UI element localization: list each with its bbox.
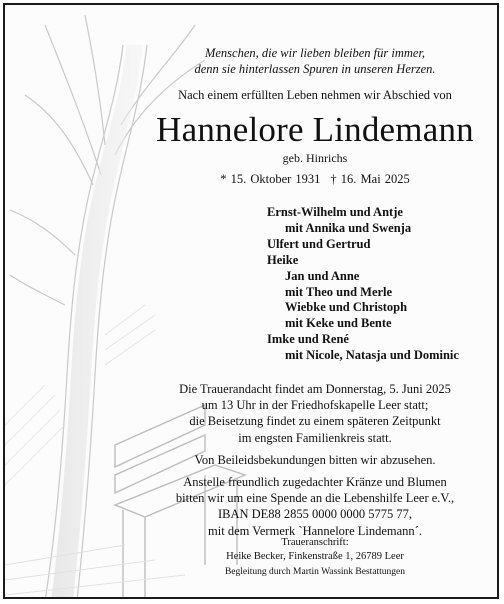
family-member: mit Theo und Merle bbox=[285, 284, 393, 299]
obituary-card bbox=[3, 3, 499, 599]
family-member: Heike bbox=[267, 252, 299, 267]
family-list bbox=[267, 205, 459, 364]
family-member: Wiebke und Christoph bbox=[285, 300, 408, 315]
quote-line: Menschen, die wir lieben bleiben für immer, bbox=[204, 46, 426, 60]
family-member: Ulfert und Gertrud bbox=[267, 236, 371, 251]
address-label: Traueranschrift: bbox=[281, 537, 349, 548]
obituary-text bbox=[5, 5, 499, 599]
donation-line: IBAN DE88 2855 0000 0000 5775 77, bbox=[217, 507, 413, 522]
deceased-name: Hannelore Lindemann bbox=[156, 110, 474, 149]
quote bbox=[125, 45, 499, 77]
donation-line: mit dem Vermerk `Hannelore Lindemann´. bbox=[208, 523, 422, 538]
donation-line: Anstelle freundlich zugedachter Kränze und Blumen bbox=[183, 475, 447, 490]
family-member: mit Nicole, Natasja und Dominic bbox=[285, 348, 459, 363]
family-member: Ernst-Wilhelm und Antje bbox=[267, 205, 403, 219]
life-dates bbox=[125, 172, 499, 187]
service-line: um 13 Uhr in der Friedhofskapelle Leer statt; bbox=[201, 398, 429, 413]
donation-line: bitten wir um eine Spende an die Lebenshilfe Leer e.V., bbox=[175, 491, 455, 506]
family-member: Imke und René bbox=[267, 332, 349, 347]
maiden-name: geb. Hinrichs bbox=[282, 151, 348, 165]
family-member: Jan und Anne bbox=[285, 268, 360, 283]
quote-line: denn sie hinterlassen Spuren in unseren Herzen. bbox=[194, 62, 436, 76]
birth-date: * 15. Oktober 1931 bbox=[220, 172, 321, 186]
service-line: Die Trauerandacht findet am Donnerstag, 5. Juni 2025 bbox=[179, 382, 451, 396]
death-date: † 16. Mai 2025 bbox=[330, 172, 410, 186]
undertaker-credit: Begleitung durch Martin Wassink Bestattungen bbox=[224, 567, 406, 577]
address-line: Heike Becker, Finkenstraße 1, 26789 Leer bbox=[226, 551, 404, 562]
intro-text: Nach einem erfüllten Leben nehmen wir Abschied von bbox=[178, 88, 452, 102]
family-member: mit Keke und Bente bbox=[285, 316, 392, 331]
family-member: mit Annika und Swenja bbox=[285, 220, 412, 235]
condolences-note: Von Beileidsbekundungen bitten wir abzusehen. bbox=[194, 452, 436, 467]
service-line: die Beisetzung findet zu einem späteren Zeitpunkt bbox=[189, 414, 441, 429]
funeral-notice bbox=[125, 381, 499, 539]
service-line: im engsten Familienkreis statt. bbox=[238, 430, 392, 445]
mourning-address bbox=[125, 536, 499, 564]
